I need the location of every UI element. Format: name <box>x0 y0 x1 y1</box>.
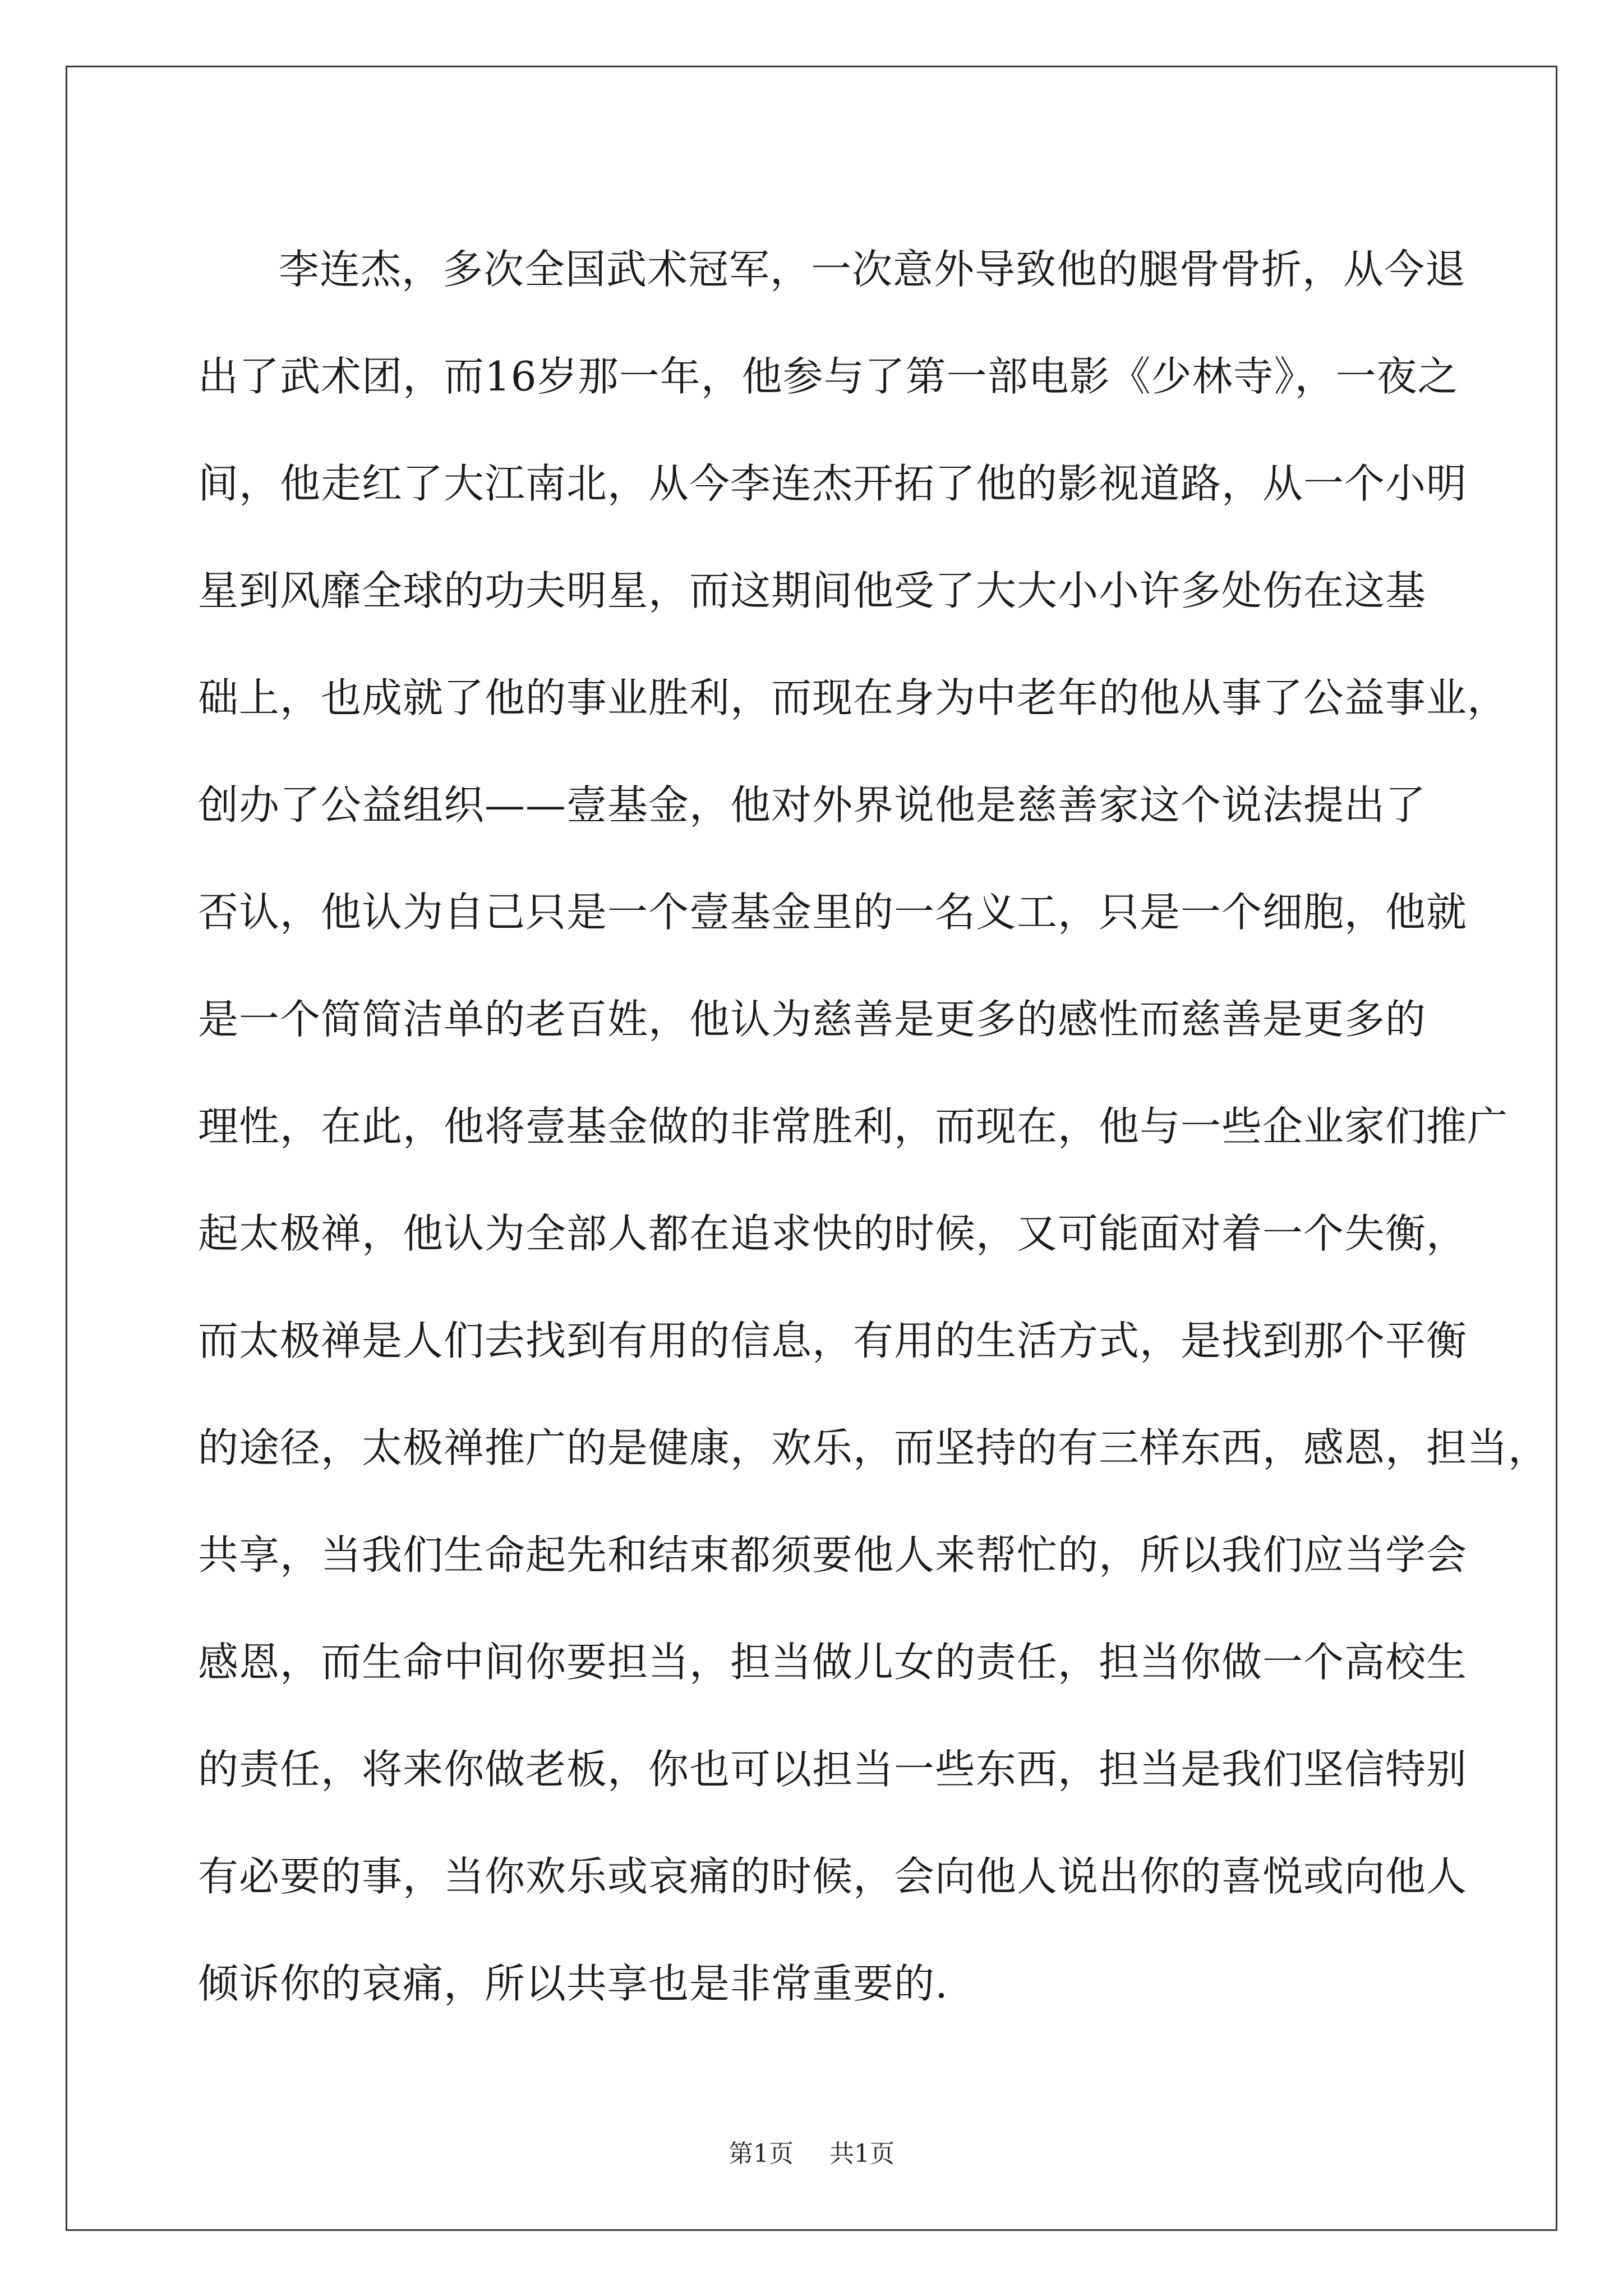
paragraph-line: 否认，他认为自己只是一个壹基金里的一名义工，只是一个细胞，他就 <box>198 889 1468 936</box>
page-footer <box>0 2137 1623 2171</box>
paragraph-line: 出了武术团，而16岁那一年，他参与了第一部电影《少林寺》，一夜之 <box>198 353 1459 400</box>
paragraph-line: 理性，在此，他将壹基金做的非常胜利，而现在，他与一些企业家们推广 <box>198 1103 1509 1150</box>
paragraph-line: 础上，也成就了他的事业胜利，而现在身为中老年的他从事了公益事业， <box>198 674 1509 721</box>
paragraph-line: 星到风靡全球的功夫明星，而这期间他受了大大小小许多处伤在这基 <box>198 567 1427 614</box>
paragraph-line: 的责任，将来你做老板，你也可以担当一些东西，担当是我们坚信特别 <box>198 1746 1468 1793</box>
paragraph-line: 倾诉你的哀痛，所以共享也是非常重要的. <box>198 1960 948 2007</box>
paragraph-line: 创办了公益组织——壹基金，他对外界说他是慈善家这个说法提出了 <box>198 781 1427 829</box>
paragraph-line: 间，他走红了大江南北，从今李连杰开拓了他的影视道路，从一个小明 <box>198 460 1468 507</box>
body-paragraph <box>198 216 1550 2037</box>
paragraph-line: 的途径，太极禅推广的是健康，欢乐，而坚持的有三样东西，感恩，担当， <box>198 1424 1550 1471</box>
paragraph-line: 有必要的事，当你欢乐或哀痛的时候，会向他人说出你的喜悦或向他人 <box>198 1853 1468 1900</box>
page-total: 共1页 <box>829 2139 895 2168</box>
paragraph-line: 起太极禅，他认为全部人都在追求快的时候，又可能面对着一个失衡， <box>198 1210 1468 1257</box>
paragraph-line: 共享，当我们生命起先和结束都须要他人来帮忙的，所以我们应当学会 <box>198 1531 1468 1579</box>
paragraph-line: 李连杰，多次全国武术冠军，一次意外导致他的腿骨骨折，从今退 <box>279 246 1467 293</box>
page-number: 第1页 <box>728 2139 794 2168</box>
paragraph-line: 而太极禅是人们去找到有用的信息，有用的生活方式，是找到那个平衡 <box>198 1317 1468 1364</box>
paragraph-line: 是一个简简洁单的老百姓，他认为慈善是更多的感性而慈善是更多的 <box>198 996 1427 1043</box>
paragraph-line: 感恩，而生命中间你要担当，担当做儿女的责任，担当你做一个高校生 <box>198 1639 1468 1686</box>
